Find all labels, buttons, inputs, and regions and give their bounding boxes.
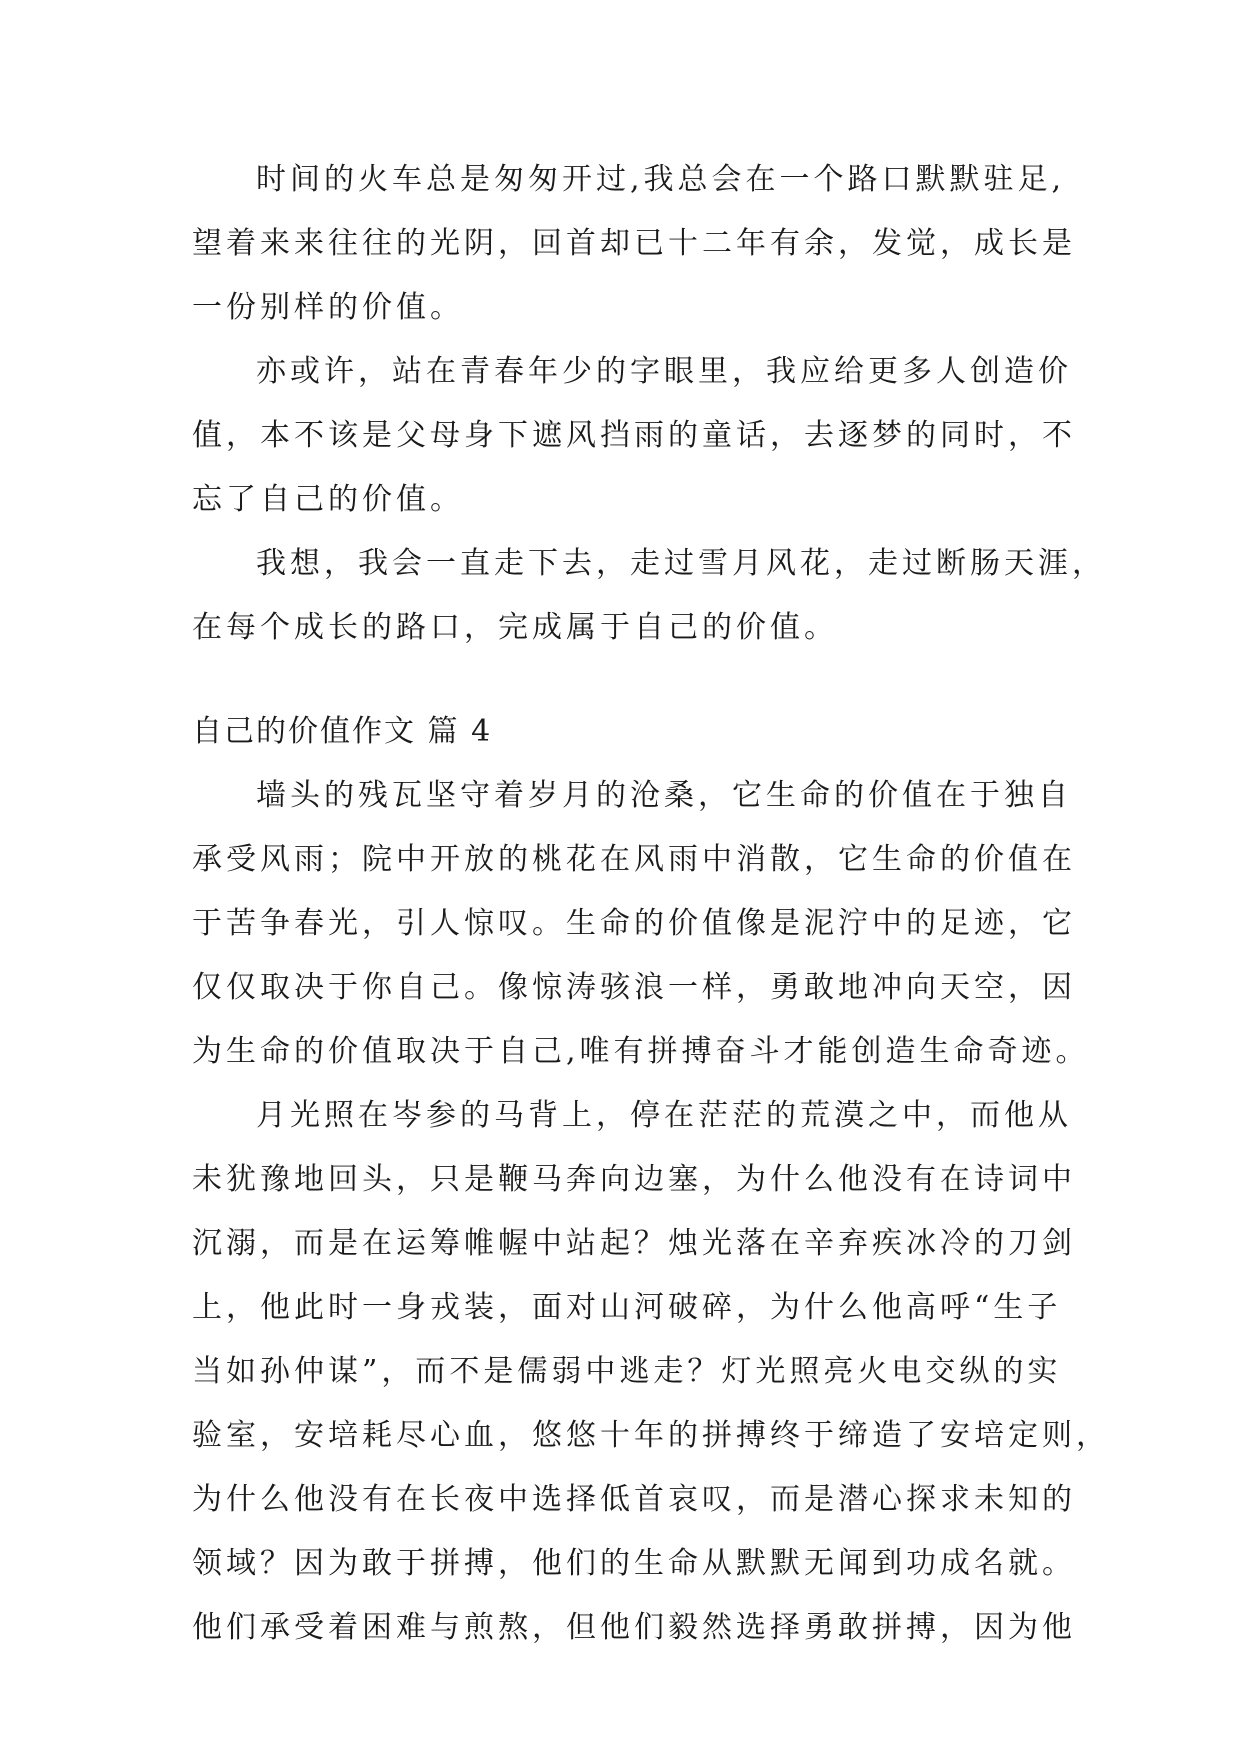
paragraph-line: 墙头的残瓦坚守着岁月的沧桑，它生命的价值在于独自 <box>256 778 1072 813</box>
paragraph-line: 我想，我会一直走下去，走过雪月风花，走过断肠天涯， <box>256 546 1106 581</box>
section-heading: 自己的价值作文 篇 4 <box>192 714 493 749</box>
paragraph-line: 为什么他没有在长夜中选择低首哀叹，而是潜心探求未知的 <box>192 1482 1076 1517</box>
paragraph-line: 沉溺，而是在运筹帷幄中站起？烛光落在辛弃疾冰冷的刀剑 <box>192 1226 1076 1261</box>
paragraph-line: 望着来来往往的光阴，回首却已十二年有余，发觉，成长是 <box>192 226 1076 261</box>
paragraph-line: 在每个成长的路口，完成属于自己的价值。 <box>192 610 838 645</box>
paragraph-line: 忘了自己的价值。 <box>192 482 464 517</box>
paragraph-line: 当如孙仲谋”，而不是儒弱中逃走？灯光照亮火电交纵的实 <box>192 1354 1062 1389</box>
paragraph-line: 上，他此时一身戎装，面对山河破碎，为什么他高呼“生子 <box>192 1290 1062 1325</box>
paragraph-line: 值，本不该是父母身下遮风挡雨的童话，去逐梦的同时，不 <box>192 418 1076 453</box>
paragraph-line: 未犹豫地回头，只是鞭马奔向边塞，为什么他没有在诗词中 <box>192 1162 1076 1197</box>
paragraph-line: 月光照在岑参的马背上，停在茫茫的荒漠之中，而他从 <box>256 1098 1072 1133</box>
paragraph-line: 亦或许，站在青春年少的字眼里，我应给更多人创造价 <box>256 354 1072 389</box>
paragraph-line: 为生命的价值取决于自己,唯有拼搏奋斗才能创造生命奇迹。 <box>192 1034 1090 1069</box>
paragraph-line: 领域？因为敢于拼搏，他们的生命从默默无闻到功成名就。 <box>192 1546 1076 1581</box>
paragraph-line: 时间的火车总是匆匆开过,我总会在一个路口默默驻足, <box>256 162 1066 197</box>
paragraph-line: 一份别样的价值。 <box>192 290 464 325</box>
paragraph-line: 仅仅取决于你自己。像惊涛骇浪一样，勇敢地冲向天空，因 <box>192 970 1076 1005</box>
paragraph-line: 于苦争春光，引人惊叹。生命的价值像是泥泞中的足迹，它 <box>192 906 1076 941</box>
paragraph-line: 承受风雨；院中开放的桃花在风雨中消散，它生命的价值在 <box>192 842 1076 877</box>
paragraph-line: 他们承受着困难与煎熬，但他们毅然选择勇敢拼搏，因为他 <box>192 1610 1076 1645</box>
paragraph-line: 验室，安培耗尽心血，悠悠十年的拼搏终于缔造了安培定则， <box>192 1418 1110 1453</box>
